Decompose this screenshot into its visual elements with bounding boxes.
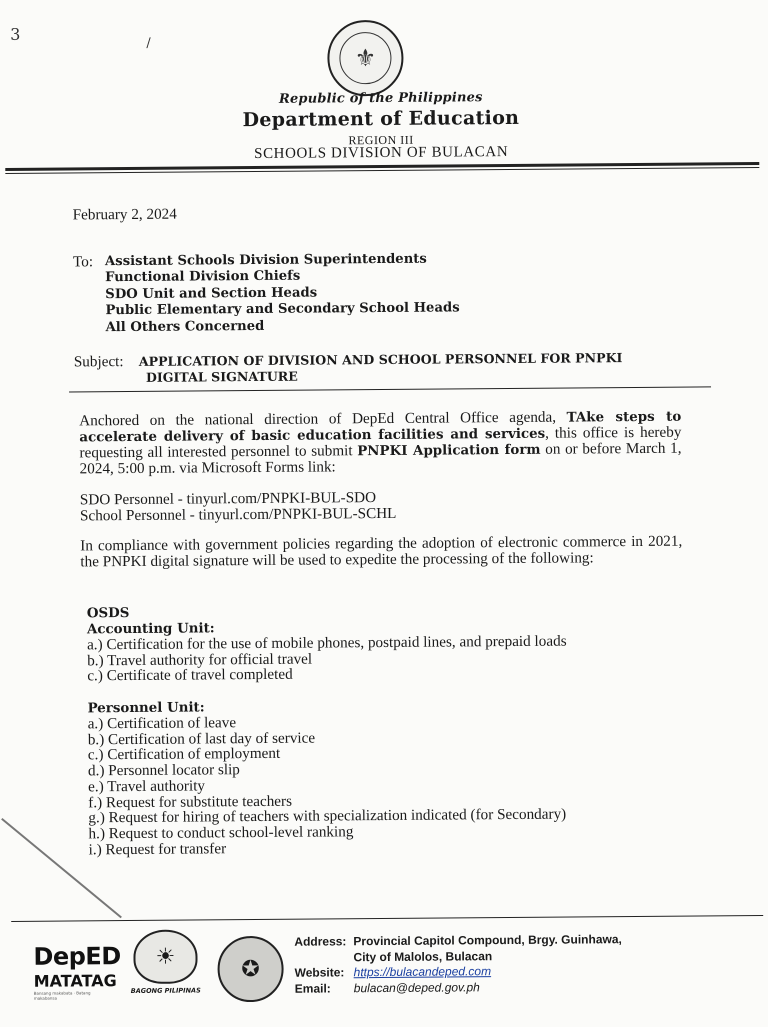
email-link[interactable]: bulacan@deped.gov.ph	[353, 979, 480, 995]
recipient: All Others Concerned	[105, 318, 265, 335]
forms-links	[80, 488, 700, 525]
bagong-pilipinas-caption: BAGONG PILIPINAS	[130, 986, 201, 996]
list-item: g.) Request for hiring of teachers with specialization indicated (for Secondary)	[88, 805, 567, 827]
recipient: Public Elementary and Secondary School Heads	[105, 300, 460, 319]
p1-text-b: , this office is hereby requesting all interested personnel to submit	[79, 423, 682, 462]
list-item: i.) Request for transfer	[88, 839, 227, 858]
matatag-text: MATATAG	[33, 971, 117, 991]
recipient: SDO Unit and Section Heads	[105, 285, 318, 302]
list-item: h.) Request to conduct school-level ranking	[88, 823, 354, 843]
list-item: a.) Certification for the use of mobile phones, postpaid lines, and prepaid loads	[86, 632, 567, 654]
email-label: Email:	[294, 980, 331, 996]
sun-icon: ☀	[133, 929, 197, 984]
deped-seal-icon: ⚜	[327, 20, 404, 97]
list-item: d.) Personnel locator slip	[87, 761, 240, 780]
list-item: b.) Travel authority for official travel	[87, 650, 313, 670]
deped-logo	[33, 942, 121, 1001]
personnel-section	[87, 696, 688, 858]
handwritten-tick: /	[146, 35, 151, 51]
subject-label: Subject:	[73, 353, 124, 371]
handwritten-mark: 3	[10, 24, 21, 44]
list-item: e.) Travel authority	[88, 777, 206, 796]
subject-line1: APPLICATION OF DIVISION AND SCHOOL PERSONNEL FOR PNPKI	[138, 350, 623, 369]
matatag-tagline: Bansang makabata · Batang makabansa	[33, 990, 91, 1001]
division-seal-icon: ✪	[217, 936, 284, 1003]
address-line2: City of Malolos, Bulacan	[353, 948, 493, 964]
paragraph-2: In compliance with government policies regarding the adoption of electronic commerce in 2021, the PNPKI digital signature will be used to expedite the processing of the following:	[80, 532, 683, 571]
paragraph-1	[79, 409, 681, 478]
recipients-block	[73, 250, 694, 337]
list-item: a.) Certification of leave	[87, 714, 237, 733]
republic-heading: Republic of the Philippines	[278, 90, 483, 107]
list-item: c.) Certification of employment	[87, 745, 281, 764]
agenda-bold: TAke steps to accelerate delivery of basic education facilities and services	[79, 408, 682, 446]
p1-text-c: on or before March 1, 2024, 5:00 p.m. via Microsoft Forms link:	[79, 439, 682, 478]
recipient: Assistant Schools Division Superintendents	[104, 251, 427, 270]
osds-section	[87, 601, 688, 685]
address-line1: Provincial Capitol Compound, Brgy. Guinhawa,	[353, 932, 622, 949]
recipient: Functional Division Chiefs	[105, 269, 301, 286]
osds-title: OSDS	[86, 605, 130, 622]
recipient-list	[105, 251, 460, 336]
website-label: Website:	[294, 965, 345, 980]
form-bold: PNPKI Application form	[357, 441, 541, 460]
memo-date: February 2, 2024	[72, 205, 177, 224]
subject-block	[74, 350, 694, 387]
region-heading: REGION III	[348, 132, 414, 148]
subject-rule	[69, 386, 711, 392]
deped-logo-text: DepED	[33, 942, 121, 971]
footer-rule	[11, 915, 763, 922]
subject-line2: DIGITAL SIGNATURE	[145, 368, 298, 385]
personnel-unit-heading: Personnel Unit:	[87, 699, 205, 717]
accounting-unit-heading: Accounting Unit:	[86, 620, 215, 638]
sdo-link[interactable]: SDO Personnel - tinyurl.com/PNPKI-BUL-SDO	[79, 489, 377, 509]
p1-text-a: Anchored on the national direction of DepEd Central Office agenda,	[79, 408, 567, 430]
website-link[interactable]: https://bulacandeped.com	[353, 964, 492, 980]
contact-block	[294, 932, 622, 997]
address-label: Address:	[294, 934, 347, 949]
school-link[interactable]: School Personnel - tinyurl.com/PNPKI-BUL-SCHL	[79, 504, 397, 525]
bagong-pilipinas-logo	[121, 929, 210, 995]
list-item: f.) Request for substitute teachers	[88, 792, 293, 811]
division-heading: SCHOOLS DIVISION OF BULACAN	[254, 144, 509, 163]
to-label: To:	[72, 253, 94, 271]
list-item: c.) Certificate of travel completed	[87, 666, 293, 685]
list-item: b.) Certification of last day of service	[87, 729, 316, 749]
department-heading: Department of Education	[242, 106, 520, 132]
